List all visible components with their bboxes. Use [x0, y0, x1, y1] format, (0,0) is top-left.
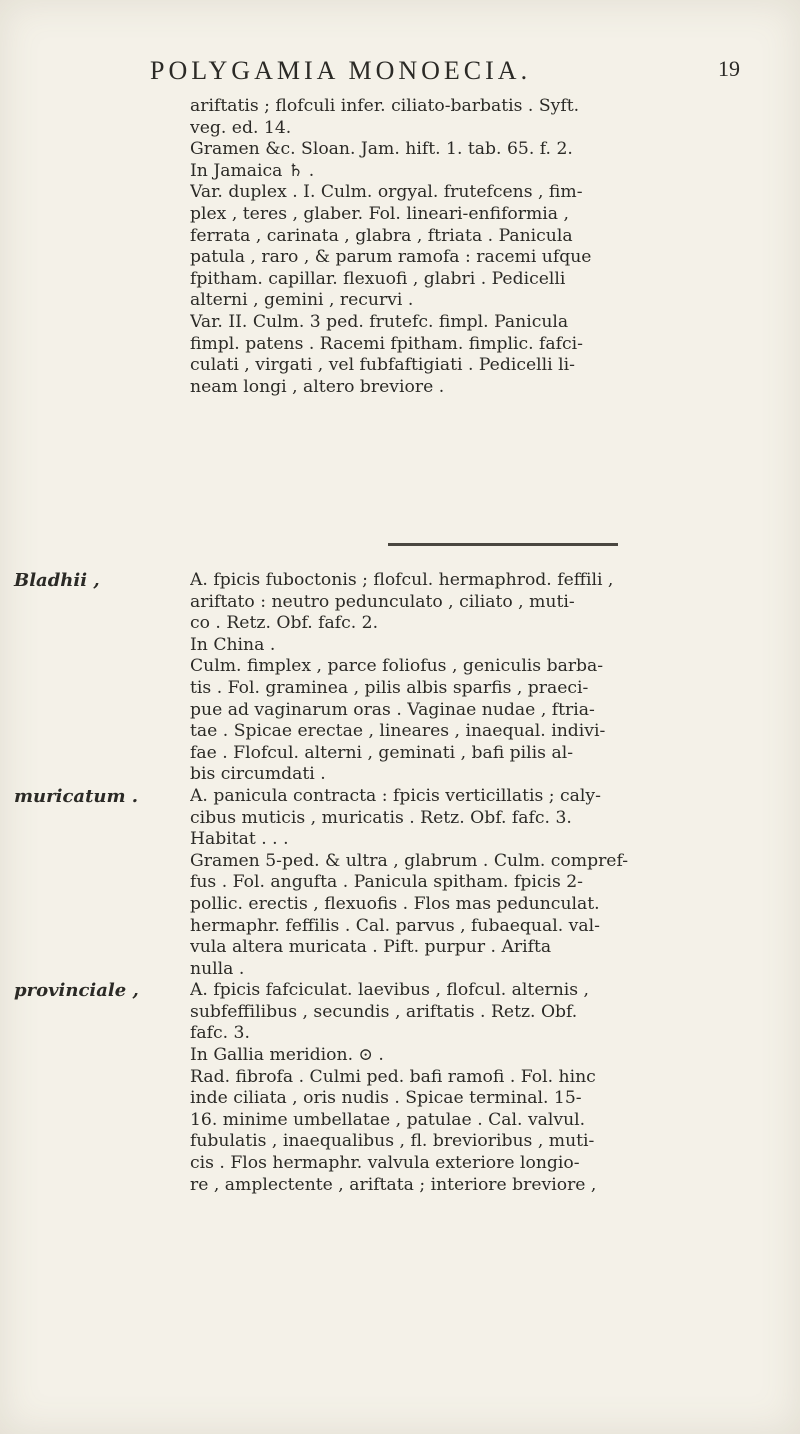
text-line: neam longi , altero breviore . [190, 376, 445, 397]
species-entry [14, 570, 770, 786]
text-line: nulla . [190, 958, 245, 979]
text-line: In China . [190, 634, 276, 655]
text-line: Culm. fimplex , parce foliofus , geniculis barba- [190, 656, 604, 677]
text-line: culati , virgati , vel fubfaftigiati . Pedicelli li- [190, 355, 575, 376]
text-line: fubulatis , inaequalibus , fl. brevioribus , muti- [190, 1131, 595, 1152]
text-line: tis . Fol. graminea , pilis albis sparfis , praeci- [190, 677, 589, 698]
species-entries [14, 570, 770, 1196]
text-line: re , amplectente , ariftata ; interiore breviore , [190, 1174, 597, 1195]
species-entry [14, 785, 770, 980]
text-line: subfeffilibus , secundis , ariftatis . Retz. Obf. [190, 1001, 578, 1022]
text-line: ariftato : neutro pedunculato , ciliato , muti- [190, 591, 575, 612]
continuation-text [190, 96, 770, 398]
text-line: hermaphr. feffilis . Cal. parvus , fubaequal. val- [190, 915, 600, 936]
species-name: Bladhii , [14, 570, 100, 591]
text-line: fus . Fol. angufta . Panicula spitham. fpicis 2- [190, 872, 583, 893]
text-line: 16. minime umbellatae , patulae . Cal. valvul. [190, 1109, 586, 1130]
text-line: In Jamaica ♄ . [190, 160, 315, 181]
text-line: fimpl. patens . Racemi fpitham. fimplic. fafci- [190, 333, 583, 354]
text-line: Var. duplex . I. Culm. orgyal. frutefcens , fim- [190, 182, 583, 203]
text-line: cis . Flos hermaphr. valvula exteriore longio- [190, 1153, 580, 1174]
text-line: pollic. erectis , flexuofis . Flos mas pedunculat. [190, 893, 600, 914]
text-line: Gramen &c. Sloan. Jam. hift. 1. tab. 65. f. 2. [190, 139, 573, 160]
text-line: A. fpicis fafciculat. laevibus , flofcul. alternis , [190, 980, 590, 1001]
text-line: fae . Flofcul. alterni , geminati , bafi pilis al- [190, 742, 574, 763]
text-line: co . Retz. Obf. fafc. 2. [190, 613, 379, 634]
text-line: fpitham. capillar. flexuofi , glabri . Pedicelli [190, 268, 566, 289]
species-entry [14, 980, 770, 1196]
text-line: Rad. fibrofa . Culmi ped. bafi ramofi . Fol. hinc [190, 1066, 596, 1087]
text-line: bis circumdati . [190, 764, 326, 785]
text-line: fafc. 3. [190, 1023, 250, 1044]
text-line: Habitat . . . [190, 829, 289, 850]
text-line: veg. ed. 14. [190, 117, 292, 138]
running-header [150, 50, 740, 90]
text-line: ferrata , carinata , glabra , ftriata . Panicula [190, 225, 573, 246]
text-line: A. fpicis fuboctonis ; flofcul. hermaphrod. feffili , [190, 570, 614, 590]
header-title: POLYGAMIA MONOECIA. [150, 56, 532, 85]
text-line: vula altera muricata . Pift. purpur . Arifta [190, 937, 552, 958]
text-line: ariftatis ; flofculi infer. ciliato-barbatis . Syft. [190, 96, 580, 116]
text-line: inde ciliata , oris nudis . Spicae terminal. 15- [190, 1088, 582, 1109]
page-number: 19 [718, 56, 740, 81]
text-line: A. panicula contracta : fpicis verticillatis ; caly- [190, 785, 601, 806]
text-line: In Gallia meridion. ⊙ . [190, 1045, 384, 1066]
text-line: Gramen 5-ped. & ultra , glabrum . Culm. compref- [190, 850, 629, 871]
text-line: plex , teres , glaber. Fol. lineari-enfiformia , [190, 203, 569, 224]
section-divider [388, 543, 618, 546]
text-line: cibus muticis , muricatis . Retz. Obf. fafc. 3. [190, 807, 572, 828]
text-line: Var. II. Culm. 3 ped. frutefc. fimpl. Panicula [190, 311, 569, 332]
text-line: alterni , gemini , recurvi . [190, 290, 414, 311]
species-name: provinciale , [14, 980, 139, 1002]
species-name: muricatum . [14, 785, 139, 807]
text-line: patula , raro , & parum ramofa : racemi ufque [190, 247, 592, 268]
text-line: tae . Spicae erectae , lineares , inaequal. indivi- [190, 721, 606, 742]
text-line: pue ad vaginarum oras . Vaginae nudae , ftria- [190, 699, 595, 720]
